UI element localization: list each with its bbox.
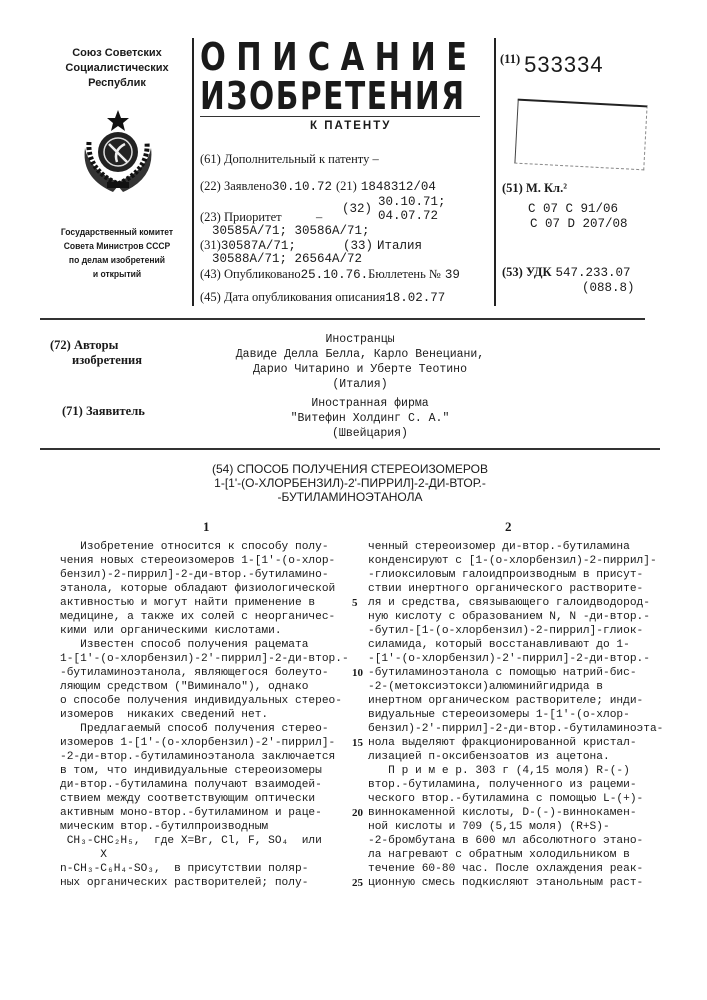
- field-31-value: 30587A/71;: [221, 239, 296, 253]
- text-line: силамида, который восстанавливают до 1-: [368, 638, 663, 652]
- field-31-label: (31): [200, 238, 221, 252]
- field-32-value1: 30.10.71;: [378, 195, 446, 209]
- applicant-label: (71) Заявитель: [62, 404, 145, 418]
- field-32-label: (32): [342, 202, 372, 216]
- text-line: -бутиламиноэтанола, являющегося болеуто-: [60, 666, 349, 680]
- applicant-line: (Швейцария): [250, 426, 490, 441]
- text-line: -[1'-(о-хлорбензил)-2'-пиррил]-2-ди-втор.-: [368, 652, 663, 666]
- field-21-label: (21): [336, 179, 357, 193]
- patent-number: [500, 52, 604, 81]
- text-line: ченный стереоизомер ди-втор.-бутиламина: [368, 540, 663, 554]
- invention-title-line: (54) СПОСОБ ПОЛУЧЕНИЯ СТЕРЕОИЗОМЕРОВ: [150, 462, 550, 476]
- text-line: о способе получения индивидуальных стерео-: [60, 694, 349, 708]
- field-51-class: С 07 С 91/06: [528, 202, 618, 216]
- title-underline: [200, 116, 480, 117]
- text-line: виннокаменной кислоты, D-(-)-виннокамен-: [368, 806, 663, 820]
- author-line: Дарио Читарино и Уберте Теотино: [230, 362, 490, 377]
- field-43: [200, 267, 460, 282]
- text-line: -бутил-[1-(о-хлорбензил)-2-пиррил]-глиок-: [368, 624, 663, 638]
- invention-title: [150, 462, 550, 504]
- line-number: 5: [352, 596, 358, 610]
- line-number: 10: [352, 666, 363, 680]
- field-32-value2: 04.07.72: [378, 209, 438, 223]
- text-line: 1-[1'-(о-хлорбензил)-2'-пиррил]-2-ди-втор.-: [60, 652, 349, 666]
- field-61: (61) Дополнительный к патенту –: [200, 152, 379, 166]
- text-line: чения новых стереоизомеров 1-[1'-(о-хлор-: [60, 554, 349, 568]
- text-line: бензил)-2-пиррил]-2-ди-втор.-бутиламино-: [60, 568, 349, 582]
- committee-line: по делам изобретений: [51, 254, 182, 268]
- text-line: бензил)-2'-пиррил]-2-ди-втор.-бутиламиноэта-: [368, 722, 663, 736]
- text-line: -2-бромбутана в 600 мл абсолютного этано-: [368, 834, 663, 848]
- text-line: кими или органическими кислотами.: [60, 624, 349, 638]
- text-line: ную кислоту с образованием N, N -ди-втор.-: [368, 610, 663, 624]
- bulletin-label: Бюллетень №: [368, 267, 441, 281]
- text-line: активным моно-втор.-бутиламином и раце-: [60, 806, 349, 820]
- author-line: Давиде Делла Белла, Карло Венециани,: [230, 347, 490, 362]
- divider-right: [494, 38, 496, 306]
- text-line: -2-ди-втор.-бутиламиноэтанола заключается: [60, 750, 349, 764]
- text-line: ствием между соответствующим оптически: [60, 792, 349, 806]
- text-line: П р и м е р. 303 г (4,15 моля) R-(-): [368, 764, 663, 778]
- committee-line: и открытий: [51, 268, 182, 282]
- committee-line: Государственный комитет: [51, 226, 182, 240]
- field-45-value: 18.02.77: [385, 291, 445, 305]
- field-33-label: (33): [343, 239, 373, 253]
- text-line: -бутиламиноэтанола с помощью натрий-бис-: [368, 666, 663, 680]
- text-line: n-CH₃-C₆H₄-SO₃, в присутствии поляр-: [60, 862, 349, 876]
- separator: [40, 448, 660, 450]
- field-43-value: 25.10.76.: [301, 268, 369, 282]
- text-line: лизацией п-оксибензоатов из ацетона.: [368, 750, 663, 764]
- country-line: Республик: [52, 76, 182, 91]
- authors-label: (72) Авторы: [50, 338, 118, 352]
- separator: [40, 318, 645, 320]
- field-51-class: С 07 D 207/08: [530, 217, 628, 231]
- field-45: [200, 290, 445, 305]
- field-53-label: (53) УДК: [502, 265, 552, 279]
- country-line: Социалистических: [52, 61, 182, 76]
- bulletin-number: 39: [445, 268, 460, 282]
- text-column-2: [368, 540, 663, 890]
- text-line: ди-втор.-бутиламина получают взаимодей-: [60, 778, 349, 792]
- field-23-label: (23) Приоритет: [200, 210, 282, 224]
- text-line: изомеров 1-[1'-(о-хлорбензил)-2'-пиррил]-: [60, 736, 349, 750]
- field-22: [200, 179, 436, 194]
- text-line: в том, что индивидуальные стереоизомеры: [60, 764, 349, 778]
- line-number: 25: [352, 876, 363, 890]
- text-line: видуальные стереоизомеры 1-[1'-(о-хлор-: [368, 708, 663, 722]
- author-line: (Италия): [230, 377, 490, 392]
- field-33-value: Италия: [377, 239, 422, 253]
- country-name: [52, 46, 182, 91]
- text-line: активностью и могут найти применение в: [60, 596, 349, 610]
- field-31-line3: 30588A/71; 26564A/72: [212, 252, 362, 266]
- field-21-value: 1848312/04: [361, 180, 436, 194]
- library-stamp: [514, 99, 647, 171]
- field-45-label: (45) Дата опубликования описания: [200, 290, 385, 304]
- field-23-dash: –: [316, 210, 322, 224]
- title-invention: ИЗОБРЕТЕНИЯ: [200, 77, 466, 115]
- field-53: [502, 265, 631, 280]
- patent-number-value: 533334: [524, 52, 603, 77]
- text-line: ляющим средством ("Виминало"), однако: [60, 680, 349, 694]
- text-line: Предлагаемый способ получения стерео-: [60, 722, 349, 736]
- text-line: X: [60, 848, 349, 862]
- authors-label-2: изобретения: [72, 353, 142, 367]
- line-number: 20: [352, 806, 363, 820]
- ussr-emblem-icon: [77, 108, 159, 196]
- invention-title-line: -БУТИЛАМИНОЭТАНОЛА: [150, 490, 550, 504]
- applicant-line: "Витефин Холдинг С. А.": [250, 411, 490, 426]
- text-line: ля и средства, связывающего галоидводород-: [368, 596, 663, 610]
- column-number-2: 2: [505, 519, 512, 534]
- field-53-value2: (088.8): [582, 281, 635, 295]
- text-line: ционную смесь подкисляют этанольным раст-: [368, 876, 663, 890]
- text-line: Изобретение относится к способу полу-: [60, 540, 349, 554]
- text-line: мическим втор.-бутилпроизводным: [60, 820, 349, 834]
- text-line: инертном органическом растворителе; инди-: [368, 694, 663, 708]
- text-column-1: [60, 540, 349, 890]
- column-number-1: 1: [203, 519, 210, 534]
- text-line: медицине, а также их солей с неорганичес-: [60, 610, 349, 624]
- text-line: втор.-бутиламина, полученного из рацеми-: [368, 778, 663, 792]
- text-line: ческого втор.-бутиламина с помощью L-(+)-: [368, 792, 663, 806]
- author-line: Иностранцы: [230, 332, 490, 347]
- text-line: изомеров никаких сведений нет.: [60, 708, 349, 722]
- text-line: ной кислоты и 709 (5,15 моля) (R+S)-: [368, 820, 663, 834]
- text-line: конденсируют с [1-(о-хлорбензил)-2-пиррил]-: [368, 554, 663, 568]
- field-31-line2: [200, 238, 296, 253]
- authors-list: [230, 332, 490, 392]
- committee-line: Совета Министров СССР: [51, 240, 182, 254]
- field-22-value: 30.10.72: [272, 180, 332, 194]
- country-line: Союз Советских: [52, 46, 182, 61]
- patent-number-label: (11): [500, 52, 520, 66]
- text-line: этанола, которые обладают физиологической: [60, 582, 349, 596]
- field-53-value: 547.233.07: [556, 266, 631, 280]
- field-31-line1: 30585A/71; 30586A/71;: [212, 224, 370, 238]
- text-line: CH₃-CHC₂H₅, где X=Br, Cl, F, SO₄ или: [60, 834, 349, 848]
- applicant-line: Иностранная фирма: [250, 396, 490, 411]
- text-line: нола выделяют фракционированной кристал-: [368, 736, 663, 750]
- applicant-info: [250, 396, 490, 441]
- committee-name: [51, 226, 182, 282]
- field-22-label: (22) Заявлено: [200, 179, 272, 193]
- text-line: течение 60-80 час. После охлаждения реак-: [368, 862, 663, 876]
- field-43-label: (43) Опубликовано: [200, 267, 301, 281]
- text-line: Известен способ получения рацемата: [60, 638, 349, 652]
- text-line: ных органических растворителей; полу-: [60, 876, 349, 890]
- subtitle-to-patent: К ПАТЕНТУ: [310, 119, 391, 133]
- divider-left: [192, 38, 194, 306]
- title-description: ОПИСАНИЕ: [200, 38, 477, 76]
- field-51-label: (51) М. Кл.²: [502, 181, 567, 195]
- text-line: ствии инертного органического растворите-: [368, 582, 663, 596]
- invention-title-line: 1-[1'-(О-ХЛОРБЕНЗИЛ)-2'-ПИРРИЛ]-2-ДИ-ВТОР.-: [150, 476, 550, 490]
- line-number: 15: [352, 736, 363, 750]
- field-33: [343, 238, 422, 253]
- text-line: -глиоксиловым галоидпроизводным в присут-: [368, 568, 663, 582]
- text-line: ла нагревают с обратным холодильником в: [368, 848, 663, 862]
- text-line: -2-(метоксиэтокси)алюминийгидрида в: [368, 680, 663, 694]
